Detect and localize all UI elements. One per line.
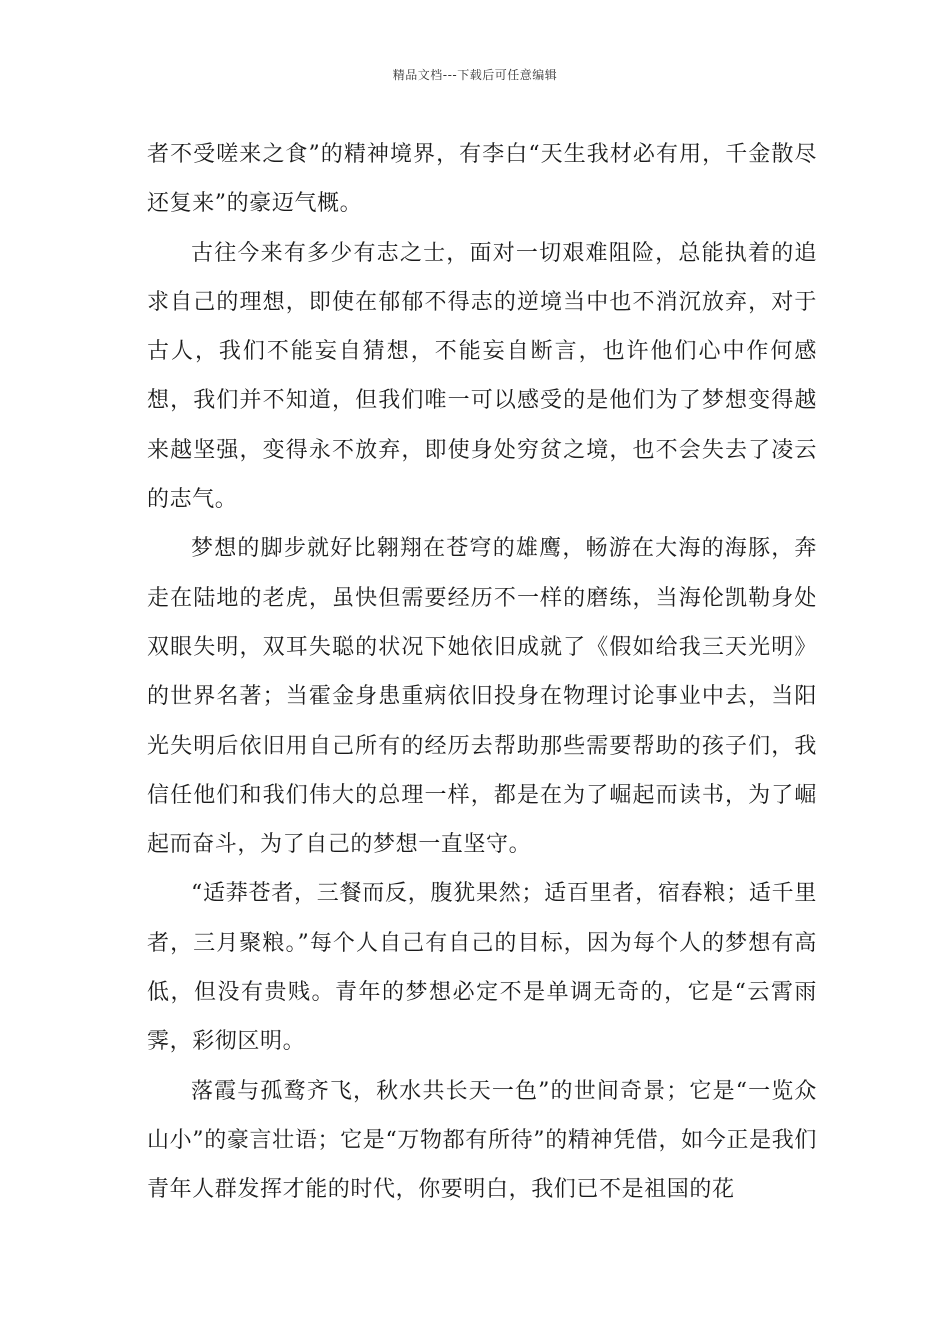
page-header: 精品文档---下载后可任意编辑 [392,68,558,82]
paragraph-2: 古往今来有多少有志之士，面对一切艰难阻险，总能执着的追求自己的理想，即使在郁郁不得志的逆境当中也不消沉放弃，对于古人，我们不能妄自猜想，不能妄自断言，也许他们心中作何感想，我们并不知道，但我们唯一可以感受的是他们为了梦想变得越来越坚强，变得永不放弃，即使身处穷贫之境，也不会失去了凌云的志气。 [147,240,817,513]
paragraph-3: 梦想的脚步就好比翱翔在苍穹的雄鹰，畅游在大海的海豚，奔走在陆地的老虎，虽快但需要经历不一样的磨练，当海伦凯勒身处双眼失明，双耳失聪的状况下她依旧成就了《假如给我三天光明》的世界名著；当霍金身患重病依旧投身在物理讨论事业中去，当阳光失明后依旧用自己所有的经历去帮助那些需要帮助的孩子们，我信任他们和我们伟大的总理一样，都是在为了崛起而读书，为了崛起而奋斗，为了自己的梦想一直坚守。 [147,536,817,858]
document-body [147,130,817,1215]
paragraph-5: 落霞与孤鹜齐飞，秋水共长天一色”的世间奇景；它是“一览众山小”的豪言壮语；它是“万物都有所待”的精神凭借，如今正是我们青年人群发挥才能的时代，你要明白，我们已不是祖国的花 [147,1078,817,1203]
paragraph-4: “适莽苍者，三餐而反，腹犹果然；适百里者，宿舂粮；适千里者，三月聚粮。”每个人自己有自己的目标，因为每个人的梦想有高低，但没有贵贱。青年的梦想必定不是单调无奇的，它是“云霄雨霁，彩彻区明。 [147,881,817,1055]
paragraph-1: 者不受嗟来之食”的精神境界，有李白“天生我材必有用，千金散尽还复来”的豪迈气概。 [147,142,817,217]
